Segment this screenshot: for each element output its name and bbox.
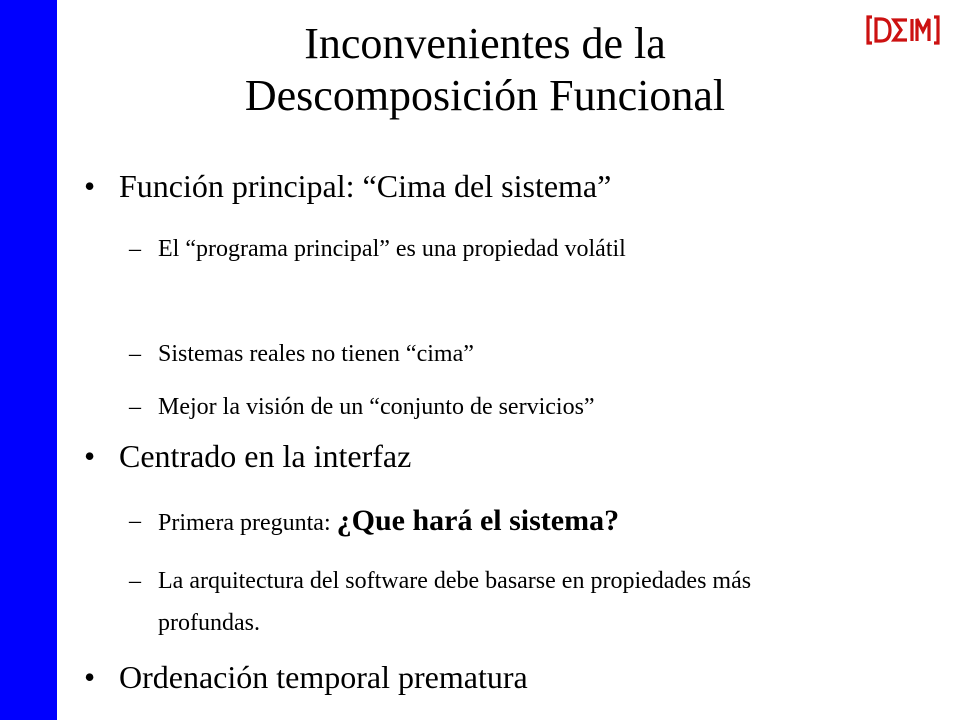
- sub-bullet-text: El “programa principal” es una propiedad volátil: [158, 236, 626, 262]
- bullet-text: Centrado en la interfaz: [119, 438, 412, 474]
- sub-bullet-marker: –: [129, 341, 141, 367]
- bullet-text: Ordenación temporal prematura: [119, 659, 528, 695]
- sub-bullet-marker: –: [129, 508, 141, 534]
- sub-bullet-text: La arquitectura del software debe basarse en propiedades más profundas.: [158, 568, 752, 636]
- sub-bullet-text: Mejor la visión de un “conjunto de servicios”: [158, 394, 595, 420]
- question-label: Primera pregunta:: [158, 510, 337, 536]
- sub-bullet-text: [158, 500, 838, 544]
- question-emphasis: ¿Que hará el sistema?: [336, 504, 620, 537]
- bullet-marker: •: [84, 659, 96, 695]
- bullet-marker: •: [84, 438, 96, 474]
- bullet-marker: •: [84, 168, 96, 204]
- slide-title-line-1: Inconvenientes de la: [304, 19, 666, 68]
- sub-bullet-text: Sistemas reales no tienen “cima”: [158, 341, 474, 367]
- sub-bullet-marker: –: [129, 568, 141, 594]
- sub-bullet-marker: –: [129, 236, 141, 262]
- sub-bullet-marker: –: [129, 394, 141, 420]
- bullet-text: Función principal: “Cima del sistema”: [119, 168, 612, 204]
- slide-title-line-2: Descomposición Funcional: [244, 71, 726, 120]
